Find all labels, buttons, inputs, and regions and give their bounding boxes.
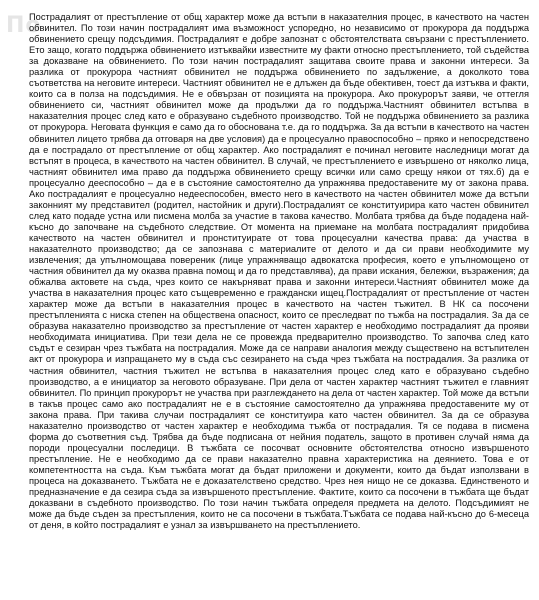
watermark-logo: Пo <box>6 13 42 38</box>
document-body-text: Пострадалият от престъпление от общ характер може да встъпи в наказателния процес, в качеството на частен обвинител. По този начин пострадалият има възможност успоредно, но независимо от прокурора да поддържа обвинението срещу подсъдимия. Пострадалият е добре запознат с обстоятелствата свързани с престъплението. Ето защо, когато поддържа обвинението изтъквайки известните му факти относно престъплението, той съдейства за доказване на обвинението. По този начин пострадалият защитава своите права и законни интереси. За разлика от прокурора частният обвинител не поддържа обвинението по задължение, а доколкото това съответства на неговите интереси. Частният обвинител не е длъжен да бъде обективен, тоест да изтъква и факти, които са в полза на подсъдимия. Не е обвързан от позицията на прокурора. Ако прокурорът заяви, че оттегля обвинението си, частният обвинител може да продължи да го поддържа.Частният обвинител встъпва в наказателния процес след като е образувано съдебното производство. Той не поддържа обвинението за разлика от прокурора. Неговата функция е само да го обоснована т.е. да го поддържа. За да встъпи в качеството на частен обвинител лицето трябва да отговаря на две условия) да е процесуално правоспособно – пряко и непосредствено да е пострадало от престъпление от общ характер. Ако пострадалият е починал неговите наследници могат да встъпят в процеса, в качеството на частен обвинител. В случай, че престъплението е извършено от няколко лица, частният обвинител има право да поддържа обвинението срещу всички или само срещу някои от тях.б) да е процесуално дееспособно – да е в състояние самостоятелно да упражнява предоставените му от закона права. Ако пострадалият е процесуално недееспособен, вместо него в качеството на частен обвинител може да встъпи законният му представител (родител, настойник и други).Пострадалият се конституирира като частен обвинител след като подаде устна или писмена молба за участие в такова качество. Молбата трябва да бъде подадена най-късно до започване на съдебното следствие. От момента на приемане на молбата пострадалият придобива качеството на частен обвинител и пронституирате от това процесуални качества права: да участва в наказателното производство; да се запознава с материалите от делото и да си прави необходимите му извлечения; да упълномощава повереник (лице упражняващо адвокатска професия, което е упълномощено от частния обвинител да му оказва правна помощ и да го представлява), да прави искания, бележки, възражения; да обжалва актовете на съда, чрез които се накърняват права и законни интереси.Частният обвинител може да участва в наказателния процес като същевременно е граждански ищец.Пострадалият от престъпление от частен характер може да встъпи в наказателния процес в качеството на частен тъжител. В НК са посочени престъпленията с ниска степен на обществена опасност, които се преследват по тъжба на пострадалия. За да се образува наказателно производство за престъпление от частен характер е необходимо пострадалият да прояви необходимата инициатива. При тези дела не се провежда предварително производство. То започва след като съдът е сезиран чрез тъжбата на пострадалия. Може да се направи аналогия между съществено на встъпителен акт от прокурора и изпращането му в съда със сезирането на съда чрез тъжбата на пострадалия. За разлика от частния обвинител, частния тъжител не встъпва в наказателния процес след като е образувано съдебно производство, а е инициатор за неговото образуване. При дела от частен характер частният тъжител е главният обвинител. По принцип прокурорът не участва при разглеждането на дела от частен характер. Той може да встъпи в такъв процес само ако пострадалият не е в състояние самостоятелно да упражнява предоставените му от закона права. При такива случаи пострадалият се конституира като частен обвинител. За да се образува наказателно производство от частен характер е необходима тъжба от пострадалия. Тя се подава в писмена форма до съответния съд. Трябва да бъде подписана от нейния податель, защото в противен случай няма да породи процесуални последици. В тъжбата се посочват основните обстоятелства относно извършеното престъпление. Не е необходимо да се прави наказателно правна характеристика на деянието. Това е от компетентността на съда. Към тъжбата могат да бъдат приложени и документи, които да бъдат използвани в процеса на доказването. Тъжбата не е доказателствено средство. Чрез нея нищо не се доказва. Единственото и предназначение е да сезира съда за извършеното престъпление. Фактите, които са посочени в тъжбата ще бъдат доказвани в съдебното производство. По този начин тъжбата определя предмета на делото. Подсъдимият не може да бъде съден за престъпления, които не са посочени в тъжбата.Тъжбата се подава най-късно до 6-месеца от деня, в който пострадалият е узнал за извършването на престъплението. <box>29 12 529 531</box>
